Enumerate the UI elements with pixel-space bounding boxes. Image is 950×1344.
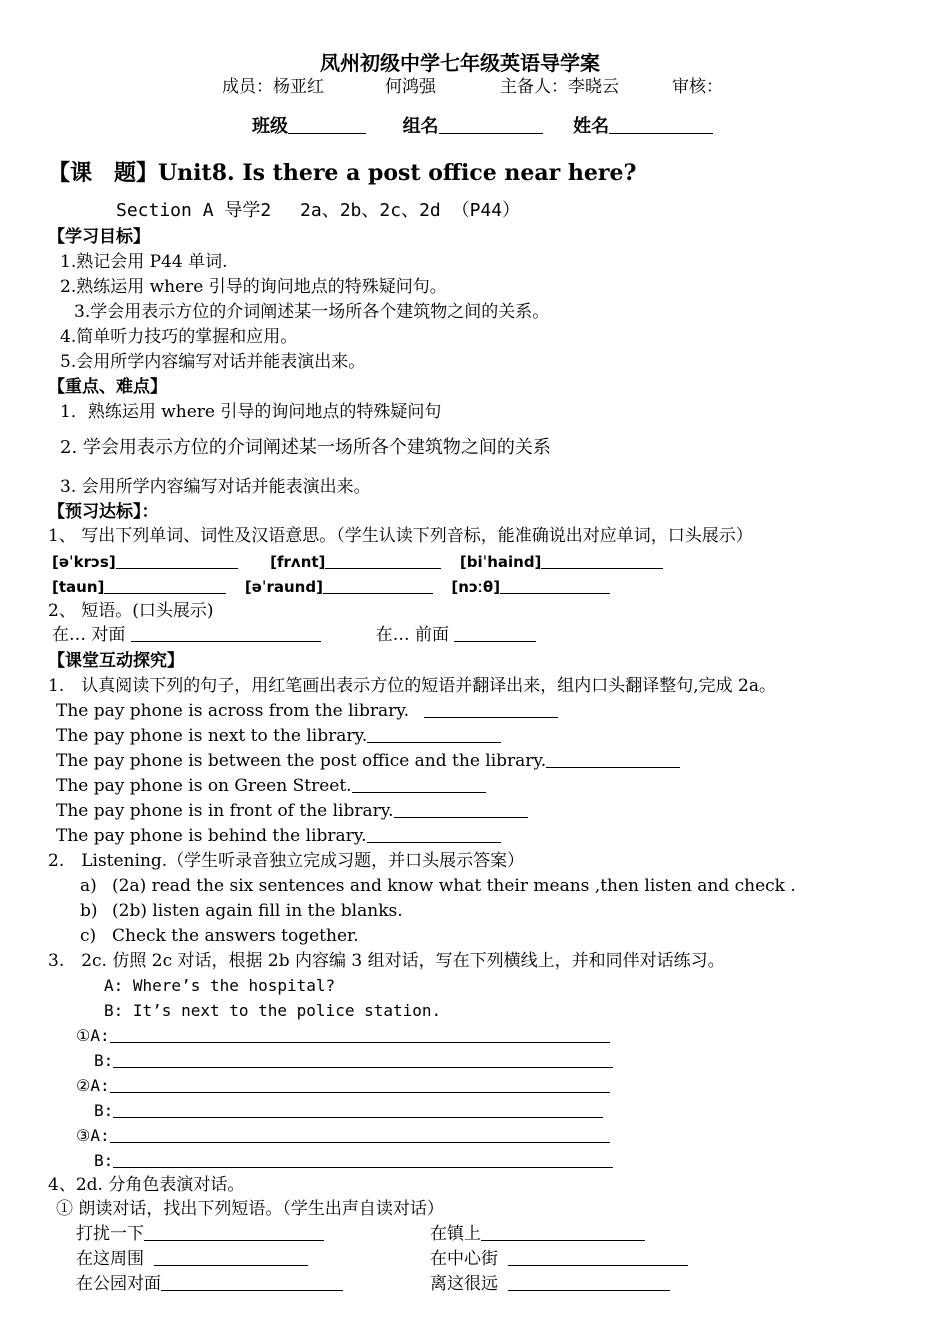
list-marker: c)	[80, 926, 97, 946]
sentence-text: The pay phone is behind the library.	[56, 826, 367, 846]
listening-item	[80, 900, 403, 922]
dialog-label: ③A:	[76, 1126, 110, 1145]
phrase-item	[76, 1223, 324, 1245]
listening-text: (2a) read the six sentences and know what their means ,then listen and check .	[112, 876, 796, 896]
sentence-row	[56, 700, 558, 722]
sentence-row	[56, 775, 486, 797]
sentence-row	[56, 800, 528, 822]
answer-blank[interactable]	[481, 1224, 645, 1241]
list-marker: a)	[80, 876, 97, 896]
phrase-item	[76, 1248, 308, 1270]
key-point-item: 2. 学会用表示方位的介词阐述某一场所各个建筑物之间的关系	[60, 437, 551, 458]
phrase-label: 在… 前面	[375, 625, 450, 645]
dialog-blank[interactable]	[110, 1076, 610, 1093]
classroom-question-3: 3. 2c. 仿照 2c 对话，根据 2b 内容编 3 组对话，写在下列横线上，并和同伴对话练习。	[48, 951, 725, 971]
name-label: 姓名	[573, 116, 610, 137]
ipa-word: [əˈraund]	[244, 578, 323, 596]
objectives-heading: 【学习目标】	[48, 227, 150, 247]
phrase-item	[430, 1248, 688, 1270]
translation-blank[interactable]	[424, 701, 558, 718]
dialog-label: ①A:	[76, 1026, 110, 1045]
answer-blank[interactable]	[500, 577, 610, 594]
members-label: 成员：杨亚红	[222, 77, 324, 97]
sentence-text: The pay phone is between the post office and the library.	[56, 751, 547, 771]
lead-author-label: 主备人：李晓云	[500, 77, 619, 97]
dialog-line	[94, 1150, 613, 1172]
phrase-item	[76, 1273, 343, 1295]
classroom-question-4-sub: ① 朗读对话，找出下列短语。（学生出声自读对话）	[56, 1199, 444, 1219]
classroom-question-4: 4、2d. 分角色表演对话。	[48, 1175, 245, 1195]
reviewer-label: 审核：	[672, 77, 723, 97]
dialog-line	[94, 1100, 603, 1122]
answer-blank[interactable]	[508, 1274, 670, 1291]
listening-item	[80, 875, 796, 897]
sentence-text: The pay phone is in front of the library.	[56, 801, 394, 821]
ipa-word: [nɔːθ]	[451, 578, 501, 596]
preview-question-2: 2、 短语。(口头展示)	[48, 601, 214, 621]
group-blank[interactable]	[439, 117, 543, 134]
member-name: 何鸿强	[385, 77, 436, 97]
dialog-blank[interactable]	[110, 1026, 610, 1043]
group-label: 组名	[402, 116, 439, 137]
dialog-blank[interactable]	[113, 1151, 613, 1168]
phrase-label: 在这周围	[76, 1249, 144, 1269]
translation-blank[interactable]	[546, 751, 680, 768]
dialog-line	[94, 1050, 613, 1072]
dialog-label: B:	[94, 1151, 114, 1170]
page-title: 凤州初级中学七年级英语导学案	[320, 51, 600, 75]
sentence-row	[56, 750, 680, 772]
student-info-row	[252, 116, 713, 138]
answer-blank[interactable]	[161, 1274, 343, 1291]
sentence-text: The pay phone is next to the library.	[56, 726, 368, 746]
classroom-question-1: 1. 认真阅读下列的句子，用红笔画出表示方位的短语并翻译出来，组内口头翻译整句,完成 2a。	[48, 676, 776, 696]
dialog-blank[interactable]	[110, 1126, 610, 1143]
ipa-word: [taun]	[52, 578, 105, 596]
example-dialog-b: B: It’s next to the police station.	[104, 1001, 442, 1020]
answer-blank[interactable]	[116, 552, 238, 569]
lesson-topic: 【课 题】Unit8. Is there a post office near here?	[48, 160, 637, 186]
sentence-text: The pay phone is on Green Street.	[56, 776, 352, 796]
answer-blank[interactable]	[104, 577, 226, 594]
dialog-line	[76, 1075, 610, 1097]
translation-blank[interactable]	[367, 726, 501, 743]
dialog-label: B:	[94, 1101, 114, 1120]
preview-heading: 【预习达标】：	[48, 502, 159, 522]
phrase-item	[430, 1223, 645, 1245]
ipa-row	[52, 551, 663, 573]
dialog-line	[76, 1025, 610, 1047]
dialog-line	[76, 1125, 610, 1147]
objective-item: 2.熟练运用 where 引导的询问地点的特殊疑问句。	[60, 277, 447, 297]
classroom-heading: 【课堂互动探究】	[48, 651, 184, 671]
translation-blank[interactable]	[367, 826, 501, 843]
ipa-row	[52, 576, 610, 598]
answer-blank[interactable]	[144, 1224, 324, 1241]
listening-text: Check the answers together.	[112, 926, 359, 946]
objective-item: 1.熟记会用 P44 单词.	[60, 252, 228, 272]
phrase-label: 在镇上	[430, 1224, 481, 1244]
phrase-label: 在公园对面	[76, 1274, 161, 1294]
sentence-row	[56, 825, 501, 847]
answer-blank[interactable]	[325, 552, 441, 569]
lesson-section: Section A 导学2 2a、2b、2c、2d （P44）	[116, 200, 521, 221]
phrase-label: 离这很远	[430, 1274, 498, 1294]
key-point-item: 3. 会用所学内容编写对话并能表演出来。	[60, 477, 371, 497]
objective-item: 5.会用所学内容编写对话并能表演出来。	[60, 352, 366, 372]
ipa-word: [əˈkrɔs]	[52, 553, 116, 571]
answer-blank[interactable]	[131, 625, 321, 642]
dialog-blank[interactable]	[113, 1101, 603, 1118]
translation-blank[interactable]	[352, 776, 486, 793]
phrase-item	[430, 1273, 670, 1295]
name-blank[interactable]	[609, 117, 713, 134]
ipa-word: [biˈhaind]	[459, 553, 542, 571]
key-points-heading: 【重点、难点】	[48, 377, 167, 397]
answer-blank[interactable]	[154, 1249, 308, 1266]
class-label: 班级	[252, 116, 288, 137]
phrase-row	[52, 624, 536, 646]
translation-blank[interactable]	[394, 801, 528, 818]
sentence-row	[56, 725, 501, 747]
example-dialog-a: A: Where’s the hospital?	[104, 976, 336, 995]
sentence-text: The pay phone is across from the library.	[56, 701, 410, 721]
objective-item: 4.简单听力技巧的掌握和应用。	[60, 327, 298, 347]
dialog-label: B:	[94, 1051, 114, 1070]
answer-blank[interactable]	[323, 577, 433, 594]
phrase-label: 在中心街	[430, 1249, 498, 1269]
list-marker: b)	[80, 901, 98, 921]
listening-item	[80, 925, 359, 947]
answer-blank[interactable]	[541, 552, 663, 569]
answer-blank[interactable]	[454, 625, 536, 642]
listening-text: (2b) listen again fill in the blanks.	[112, 901, 403, 921]
objective-item: 3.学会用表示方位的介词阐述某一场所各个建筑物之间的关系。	[74, 302, 550, 322]
class-blank[interactable]	[288, 117, 366, 134]
key-point-item: 1．熟练运用 where 引导的询问地点的特殊疑问句	[60, 402, 442, 422]
phrase-label: 在… 对面	[52, 625, 126, 645]
answer-blank[interactable]	[508, 1249, 688, 1266]
dialog-label: ②A:	[76, 1076, 110, 1095]
preview-question-1: 1、 写出下列单词、词性及汉语意思。（学生认读下列音标，能准确说出对应单词，口头展示）	[48, 526, 753, 546]
dialog-blank[interactable]	[113, 1051, 613, 1068]
ipa-word: [frʌnt]	[270, 553, 326, 571]
classroom-question-2: 2. Listening.（学生听录音独立完成习题，并口头展示答案）	[48, 851, 525, 871]
phrase-label: 打扰一下	[76, 1224, 144, 1244]
